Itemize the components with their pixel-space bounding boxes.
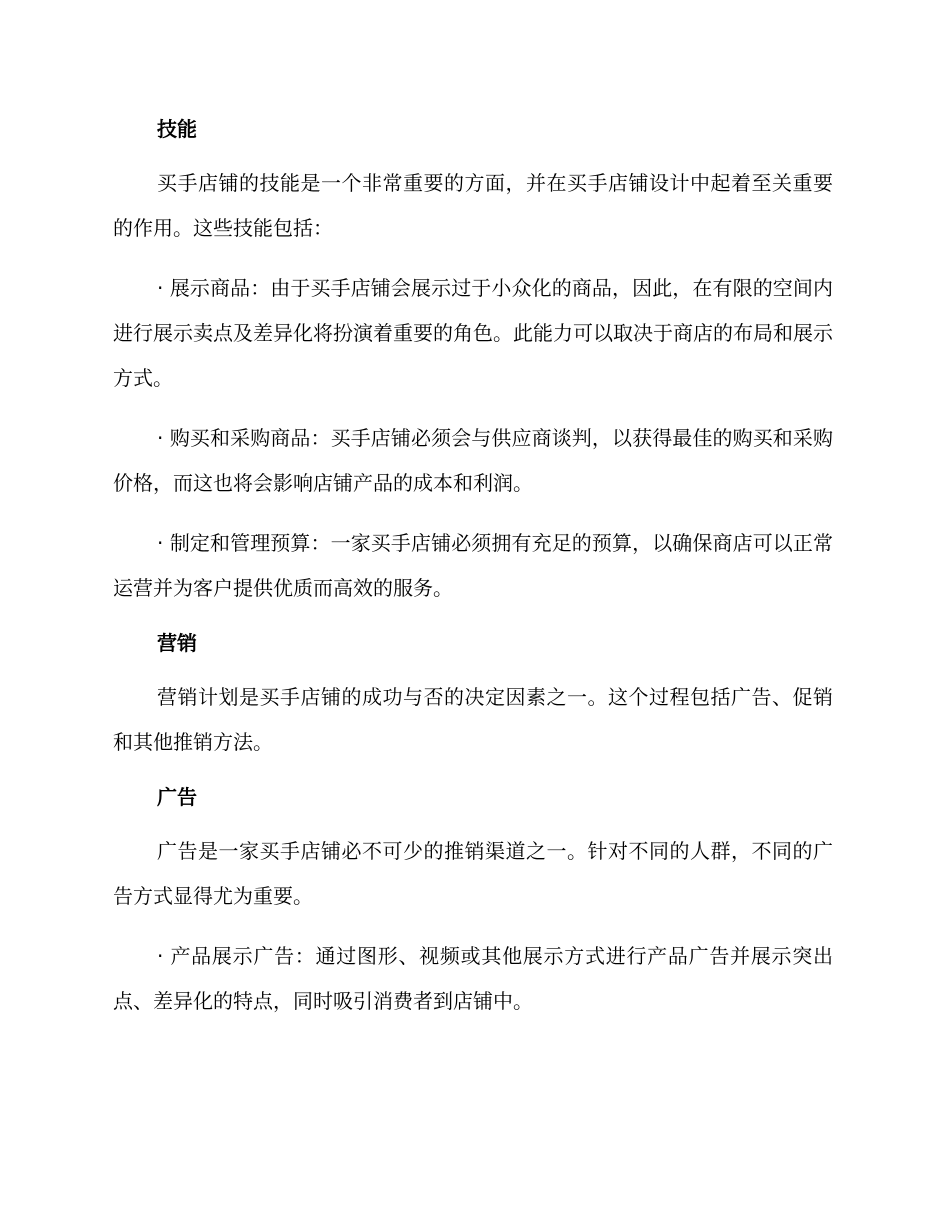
document-body (113, 112, 833, 1039)
bullet-purchase-goods: · 购买和采购商品：买手店铺必须会与供应商谈判，以获得最佳的购买和采购价格，而这也将会影响店铺产品的成本和利润。 (113, 426, 833, 495)
paragraph-skills-intro: 买手店铺的技能是一个非常重要的方面，并在买手店铺设计中起着至关重要的作用。这些技能包括： (113, 171, 833, 240)
bullet-product-display-ads: · 产品展示广告：通过图形、视频或其他展示方式进行产品广告并展示突出点、差异化的特点，同时吸引消费者到店铺中。 (113, 944, 833, 1013)
bullet-budget: · 制定和管理预算：一家买手店铺必须拥有充足的预算，以确保商店可以正常运营并为客户提供优质而高效的服务。 (113, 531, 833, 600)
section-heading-marketing: 营销 (157, 631, 197, 655)
paragraph-marketing-intro: 营销计划是买手店铺的成功与否的决定因素之一。这个过程包括广告、促销和其他推销方法。 (113, 685, 833, 754)
paragraph-advertising-intro: 广告是一家买手店铺必不可少的推销渠道之一。针对不同的人群，不同的广告方式显得尤为重要。 (113, 839, 833, 908)
section-heading-skills: 技能 (157, 117, 197, 141)
section-heading-advertising: 广告 (157, 785, 197, 809)
bullet-display-goods: · 展示商品：由于买手店铺会展示过于小众化的商品，因此，在有限的空间内进行展示卖点及差异化将扮演着重要的角色。此能力可以取决于商店的布局和展示方式。 (113, 276, 833, 390)
